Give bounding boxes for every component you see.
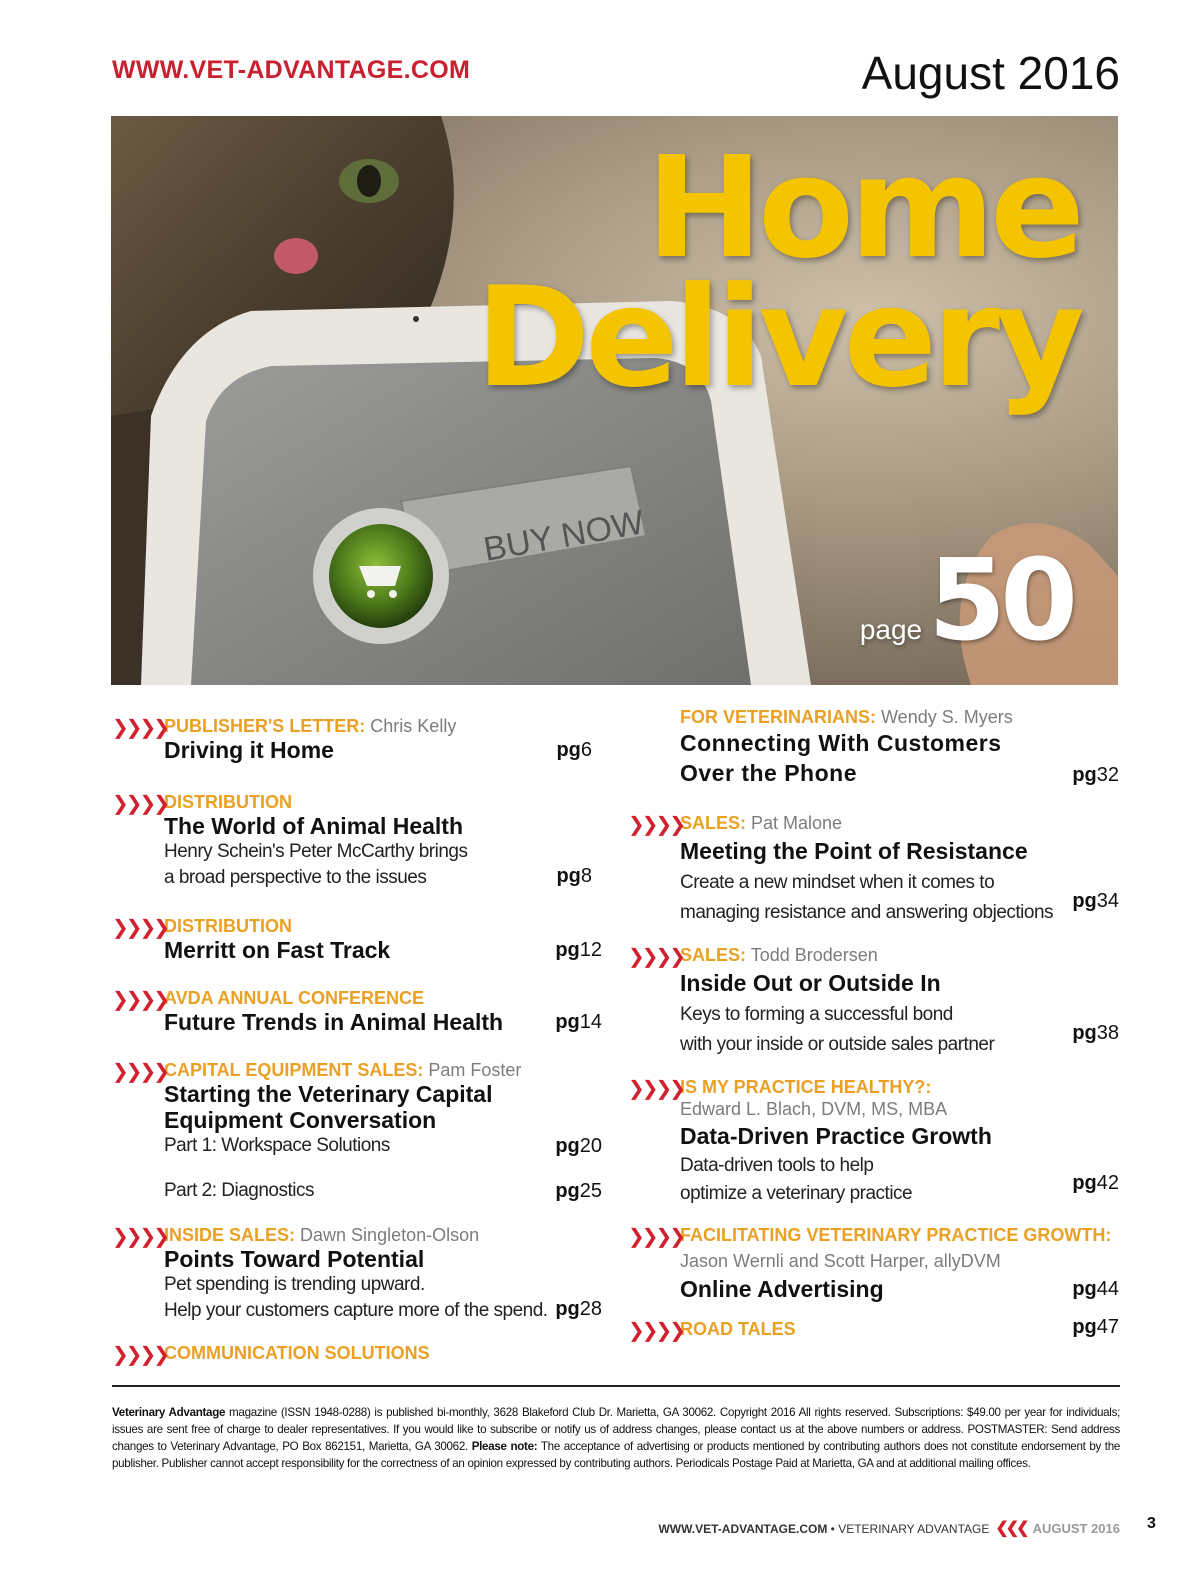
toc-page-number: pg28	[555, 1298, 602, 1320]
toc-headline: Online Advertising	[680, 1276, 884, 1302]
footer-date: AUGUST 2016	[1032, 1521, 1120, 1536]
toc-kicker: ROAD TALES	[680, 1319, 796, 1339]
toc-kicker: PUBLISHER'S LETTER: Chris Kelly	[164, 716, 457, 736]
toc-kicker: SALES: Pat Malone	[680, 813, 843, 833]
toc-subtitle: Help your customers capture more of the spend.	[164, 1300, 548, 1321]
toc-page-number: pg14	[555, 1011, 602, 1033]
toc-entry[interactable]	[112, 1224, 612, 1324]
toc-entry[interactable]	[112, 715, 612, 763]
toc-subtitle: Part 1: Workspace Solutions	[164, 1135, 390, 1156]
cover-headline	[475, 127, 1080, 419]
toc-kicker: FOR VETERINARIANS: Wendy S. Myers	[680, 707, 1013, 727]
toc-right-column	[628, 706, 1119, 1342]
page-footer: WWW.VET-ADVANTAGE.COM • VETERINARY ADVANTAGE ❮❮❮ AUGUST 2016	[658, 1520, 1120, 1537]
arrow-icon: ❯❯❯❯	[628, 1318, 684, 1342]
toc-headline: Points Toward Potential	[164, 1246, 425, 1272]
toc-subtitle: Part 2: Diagnostics	[164, 1180, 314, 1201]
toc-entry[interactable]	[628, 706, 1119, 788]
arrow-icon: ❯❯❯❯	[112, 1224, 168, 1248]
toc-subtitle: Data-driven tools to help	[680, 1155, 874, 1176]
toc-kicker: SALES: Todd Brodersen	[680, 945, 878, 965]
toc-headline: Data-Driven Practice Growth	[680, 1123, 992, 1149]
toc-page-number: pg6	[556, 739, 592, 761]
toc-kicker: DISTRIBUTION	[164, 792, 292, 812]
buy-now-label: BUY NOW	[480, 503, 647, 569]
toc-left-column	[112, 703, 612, 1366]
legal-brand: Veterinary Advantage	[112, 1406, 226, 1419]
toc-subtitle: managing resistance and answering objections	[680, 902, 1054, 923]
toc-headline: Meeting the Point of Resistance	[680, 838, 1028, 864]
toc-page-number: pg34	[1072, 890, 1119, 912]
toc-subtitle: Henry Schein's Peter McCarthy brings	[164, 841, 468, 862]
toc-subtitle: Keys to forming a successful bond	[680, 1004, 953, 1025]
arrow-icon: ❯❯❯❯	[112, 791, 168, 815]
legal-note-label: Please note:	[471, 1440, 538, 1453]
toc-kicker: FACILITATING VETERINARY PRACTICE GROWTH:	[680, 1225, 1112, 1245]
toc-entry[interactable]	[628, 812, 1119, 928]
masthead-url[interactable]: WWW.VET-ADVANTAGE.COM	[112, 56, 471, 84]
toc-headline: Equipment Conversation	[164, 1107, 437, 1133]
cover-page-reference	[860, 536, 1072, 666]
toc-entry[interactable]	[628, 944, 1119, 1060]
arrow-icon: ❯❯❯❯	[628, 812, 684, 836]
cover-page-number: 50	[928, 536, 1072, 666]
toc-headline: Driving it Home	[164, 737, 334, 763]
chevron-left-icon: ❮❮❮	[995, 1520, 1027, 1537]
toc-author: Edward L. Blach, DVM, MS, MBA	[680, 1099, 948, 1119]
cover-page-label: page	[859, 614, 923, 645]
toc-subtitle: with your inside or outside sales partner	[680, 1034, 995, 1055]
toc-kicker: COMMUNICATION SOLUTIONS	[164, 1343, 430, 1363]
toc-page-number: pg12	[555, 939, 602, 961]
cover-image	[111, 116, 1118, 685]
toc-headline: The World of Animal Health	[164, 813, 464, 839]
toc-page-number: pg25	[555, 1180, 602, 1202]
toc-headline: Connecting With Customers	[680, 730, 1002, 756]
toc-page-number: pg32	[1072, 764, 1119, 786]
toc-entry[interactable]	[112, 987, 612, 1035]
toc-headline: Starting the Veterinary Capital	[164, 1081, 493, 1107]
toc-page-number: pg42	[1072, 1172, 1119, 1194]
footer-url[interactable]: WWW.VET-ADVANTAGE.COM	[658, 1522, 828, 1536]
arrow-icon: ❯❯❯❯	[112, 715, 168, 739]
toc-subtitle: a broad perspective to the issues	[164, 867, 427, 888]
toc-kicker: IS MY PRACTICE HEALTHY?:	[680, 1077, 932, 1097]
toc-kicker: DISTRIBUTION	[164, 916, 292, 936]
toc-entry[interactable]	[628, 1224, 1119, 1306]
toc-entry[interactable]	[628, 1076, 1119, 1208]
issue-date: August 2016	[861, 47, 1120, 99]
cover-headline-line1: Home	[645, 127, 1080, 290]
arrow-icon: ❯❯❯❯	[628, 1224, 684, 1248]
toc-author: Jason Wernli and Scott Harper, allyDVM	[680, 1251, 1001, 1271]
toc-entry[interactable]	[112, 791, 612, 891]
toc-page-number: pg47	[1072, 1316, 1119, 1338]
toc-kicker: AVDA ANNUAL CONFERENCE	[164, 988, 425, 1008]
footer-divider	[112, 1385, 1120, 1387]
toc-page-number: pg44	[1072, 1278, 1119, 1300]
toc-page-number: pg20	[555, 1135, 602, 1157]
cover-headline-line2: Delivery	[475, 257, 1080, 419]
page-number: 3	[1147, 1515, 1156, 1532]
toc-entry[interactable]	[112, 1342, 612, 1364]
arrow-icon: ❯❯❯❯	[112, 1059, 168, 1083]
arrow-icon: ❯❯❯❯	[112, 915, 168, 939]
toc-kicker: INSIDE SALES: Dawn Singleton-Olson	[164, 1225, 480, 1245]
arrow-icon: ❯❯❯❯	[628, 944, 684, 968]
arrow-icon: ❯❯❯❯	[112, 1342, 168, 1366]
arrow-icon: ❯❯❯❯	[112, 987, 168, 1011]
toc-subtitle: Pet spending is trending upward.	[164, 1274, 425, 1295]
toc-subtitle: Create a new mindset when it comes to	[680, 872, 995, 893]
toc-headline: Merritt on Fast Track	[164, 937, 391, 963]
legal-notice: Veterinary Advantage magazine (ISSN 1948-0288) is published bi-monthly, 3628 Blakeford Club Dr. Marietta, GA 30062. Copyright 2016 All rights reserved. Subscriptions: $49.00 per year for individuals; issues are sent free of charge to dealer representatives. If you would like to subscribe or notify us of address changes, please contact us at the above numbers or address. POSTMASTER: Send address changes to Veterinary Advantage, PO Box 862151, Marietta, GA 30062. Please note: The acceptance of advertising or products mentioned by contributing authors does not constitute endorsement by the publisher. Publisher cannot accept responsibility for the correctness of an opinion expressed by contributing authors. Periodicals Postage Paid at Marietta, GA and at additional mailing offices.	[112, 1406, 1121, 1470]
toc-entry[interactable]	[628, 1318, 1119, 1340]
toc-entry[interactable]	[112, 915, 612, 963]
arrow-icon: ❯❯❯❯	[628, 1076, 684, 1100]
toc-headline: Future Trends in Animal Health	[164, 1009, 504, 1035]
toc-headline: Inside Out or Outside In	[680, 970, 941, 996]
toc-entry[interactable]	[112, 1059, 612, 1204]
toc-subtitle: optimize a veterinary practice	[680, 1183, 913, 1204]
toc-headline: Over the Phone	[680, 760, 857, 786]
toc-kicker: CAPITAL EQUIPMENT SALES: Pam Foster	[164, 1060, 522, 1080]
toc-page-number: pg38	[1072, 1022, 1119, 1044]
toc-page-number: pg8	[556, 865, 592, 887]
footer-magazine: VETERINARY ADVANTAGE	[838, 1522, 990, 1536]
